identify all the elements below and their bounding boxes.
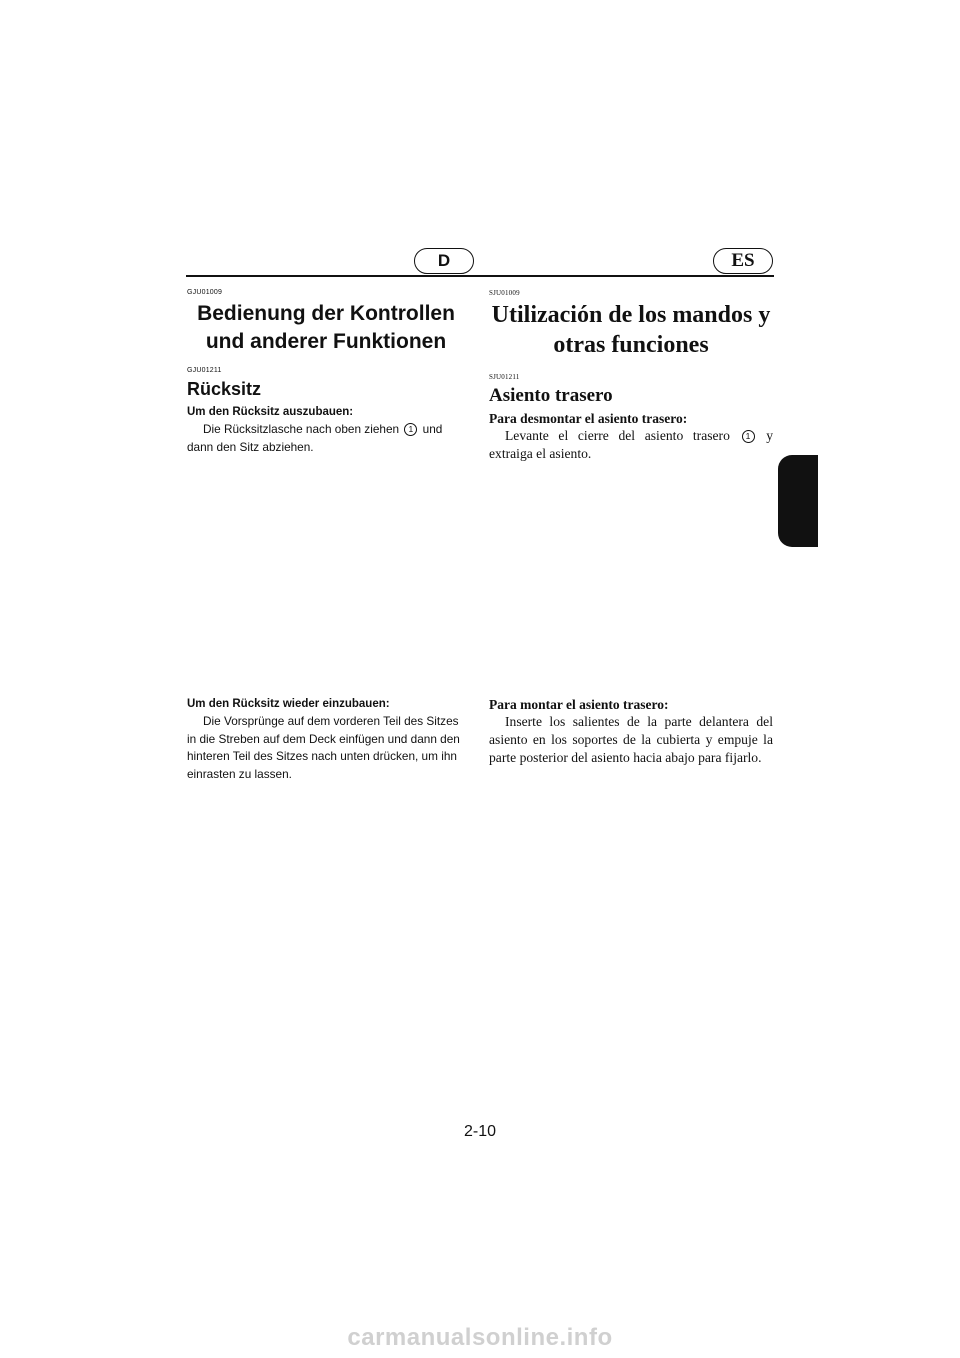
section-heading: Asiento trasero [489, 385, 613, 406]
chapter-tab [778, 455, 818, 547]
section-code: SJU01009 [489, 289, 520, 297]
install-heading: Para montar el asiento trasero: [489, 697, 669, 712]
removal-heading: Um den Rücksitz auszubauen: [187, 406, 354, 418]
german-install-block [187, 696, 465, 783]
subsection-code: SJU01211 [489, 373, 520, 381]
chapter-title: Utilización de los mandos y otras funciones [491, 302, 771, 358]
subsection-code: GJU01211 [187, 367, 222, 374]
install-heading: Um den Rücksitz wieder einzubauen: [187, 698, 390, 710]
chapter-title: Bedienung der Kontrollen und anderer Funktionen [197, 302, 455, 353]
language-badge-german: D [414, 248, 474, 274]
removal-text: Levante el cierre del asiento trasero 1 y extraiga el asiento. [489, 428, 773, 461]
removal-heading: Para desmontar el asiento trasero: [489, 411, 688, 426]
language-badge-spanish: ES [713, 248, 773, 274]
callout-1-icon: 1 [742, 430, 755, 443]
removal-text: Die Rücksitzlasche nach oben ziehen 1 und dann den Sitz abziehen. [187, 422, 443, 454]
spanish-install-block [489, 696, 773, 767]
callout-1-icon: 1 [404, 423, 417, 436]
page-number: 2-10 [463, 1123, 497, 1140]
spanish-column [489, 288, 773, 463]
install-text: Inserte los salientes de la parte delantera del asiento en los soportes de la cubierta y empuje la parte posterior del asiento hacia abajo para fijarlo. [489, 714, 773, 765]
section-code: GJU01009 [187, 289, 223, 296]
section-heading: Rücksitz [187, 379, 262, 399]
header-rule [186, 275, 774, 277]
german-column [187, 288, 465, 456]
footer-watermark: carmanualsonline.info [347, 1324, 613, 1351]
install-text: Die Vorsprünge auf dem vorderen Teil des Sitzes in die Streben auf dem Deck einfügen und dann den hinteren Teil des Sitzes nach unten drücken, um ihn einrasten zu lassen. [187, 714, 460, 781]
